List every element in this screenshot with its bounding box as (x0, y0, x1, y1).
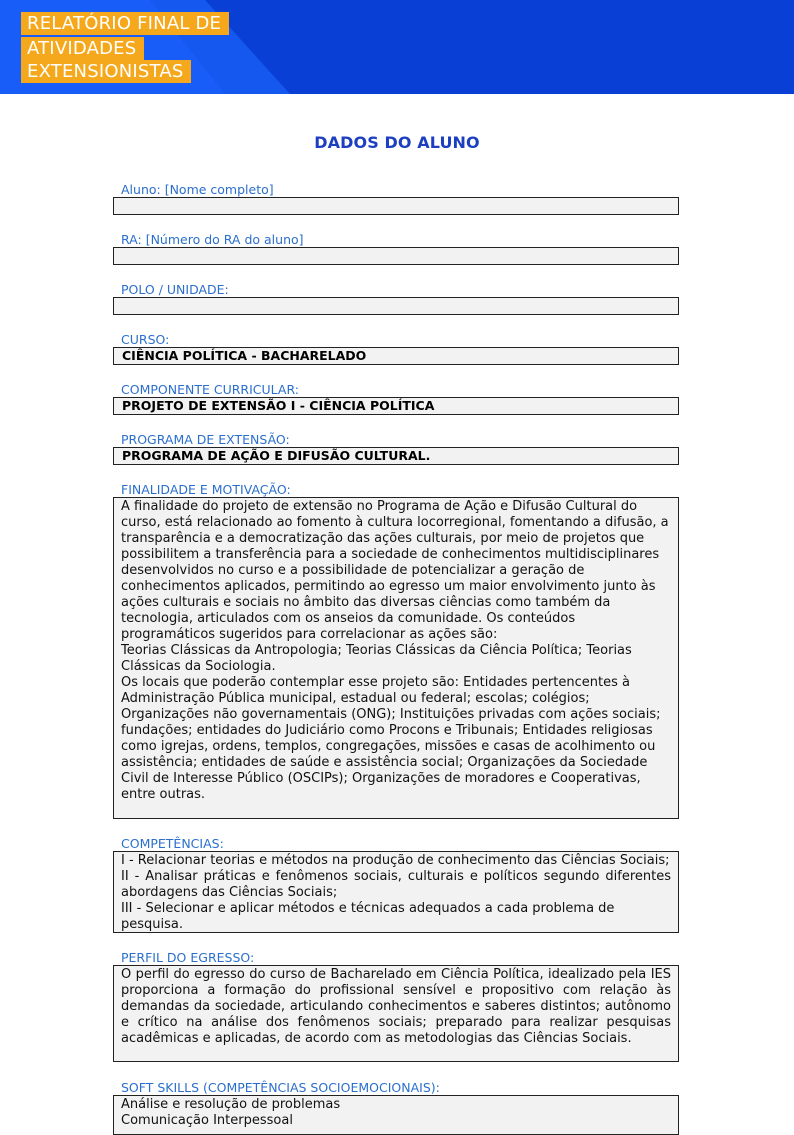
polo-label: POLO / UNIDADE: (121, 282, 229, 297)
programa-field[interactable] (113, 447, 679, 465)
competencia-item: II - Analisar práticas e fenômenos sociais, culturais e políticos segundo diferentes abordagens das Ciências Sociais; (121, 869, 671, 900)
perfil-text: O perfil do egresso do curso de Bacharelado em Ciência Política, idealizado pela IES proporciona a formação do profissional sensível e propositivo com relação às demandas da sociedade, articulando conhecimentos e saberes distintos; autônomo e crítico na análise dos fenômenos sociais; preparado para realizar pesquisas acadêmicas e aplicadas, de acordo com as metodologias das Ciências Sociais. (121, 967, 671, 1046)
componente-label: COMPONENTE CURRICULAR: (121, 382, 299, 397)
componente-field[interactable] (113, 397, 679, 415)
finalidade-textarea[interactable] (113, 497, 679, 819)
finalidade-label: FINALIDADE E MOTIVAÇÃO: (121, 482, 291, 497)
competencias-textarea[interactable] (113, 851, 679, 933)
banner-title-line-3: EXTENSIONISTAS (21, 60, 191, 83)
header-banner (0, 0, 794, 94)
aluno-label: Aluno: [Nome completo] (121, 182, 274, 197)
finalidade-paragraph: Teorias Clássicas da Antropologia; Teorias Clássicas da Ciência Política; Teorias Clássicas da Sociologia. (121, 643, 632, 674)
curso-value: CIÊNCIA POLÍTICA - BACHARELADO (122, 348, 367, 363)
soft-skill-item: Comunicação Interpessoal (121, 1113, 293, 1128)
ra-label: RA: [Número do RA do aluno] (121, 232, 304, 247)
soft-skills-textarea[interactable] (113, 1095, 679, 1135)
programa-value: PROGRAMA DE AÇÃO E DIFUSÃO CULTURAL. (122, 448, 431, 463)
section-title: DADOS DO ALUNO (314, 133, 480, 152)
finalidade-paragraph: A finalidade do projeto de extensão no Programa de Ação e Difusão Cultural do curso, está relacionado ao fomento à cultura locorregional, fomentando a difusão, a transparência e a democratização das ações culturais, por meio de projetos que possibilitem a transferência para a sociedade de conhecimentos multidisciplinares desenvolvidos no curso e a possibilidade de potencializar a geração de conhecimentos aplicados, permitindo ao egresso um maior envolvimento junto às ações culturais e sociais no âmbito das diversas ciências como também da tecnologia, articulados com os anseios da comunidade. Os conteúdos programáticos sugeridos para correlacionar as ações são: (121, 499, 669, 642)
competencia-item: III - Selecionar e aplicar métodos e técnicas adequados a cada problema de pesquisa. (121, 901, 615, 932)
perfil-label: PERFIL DO EGRESSO: (121, 950, 255, 965)
componente-value: PROJETO DE EXTENSÃO I - CIÊNCIA POLÍTICA (122, 398, 435, 413)
aluno-field[interactable] (113, 197, 679, 215)
soft-skill-item: Análise e resolução de problemas (121, 1097, 341, 1112)
curso-label: CURSO: (121, 332, 170, 347)
finalidade-paragraph: Os locais que poderão contemplar esse projeto são: Entidades pertencentes à Administração Pública municipal, estadual ou federal; escolas; colégios; Organizações não governamentais (ONG); Instituições privadas com ações sociais; fundações; entidades do Judiciário como Procons e Tribunais; Entidades religiosas como igrejas, ordens, templos, congregações, missões e casas de acolhimento ou assistência; entidades de saúde e assistência social; Organizações da Sociedade Civil de Interesse Público (OSCIPs); Organizações de moradores e Cooperativas, entre outras. (121, 675, 661, 802)
banner-title-line-2: ATIVIDADES (21, 37, 144, 60)
competencias-label: COMPETÊNCIAS: (121, 836, 224, 851)
ra-field[interactable] (113, 247, 679, 265)
competencia-item: I - Relacionar teorias e métodos na produção de conhecimento das Ciências Sociais; (121, 853, 670, 868)
banner-title-line-1: RELATÓRIO FINAL DE (21, 12, 229, 35)
programa-label: PROGRAMA DE EXTENSÃO: (121, 432, 290, 447)
soft-skills-label: SOFT SKILLS (COMPETÊNCIAS SOCIOEMOCIONAIS): (121, 1080, 440, 1095)
perfil-textarea[interactable] (113, 965, 679, 1062)
polo-field[interactable] (113, 297, 679, 315)
curso-field[interactable] (113, 347, 679, 365)
